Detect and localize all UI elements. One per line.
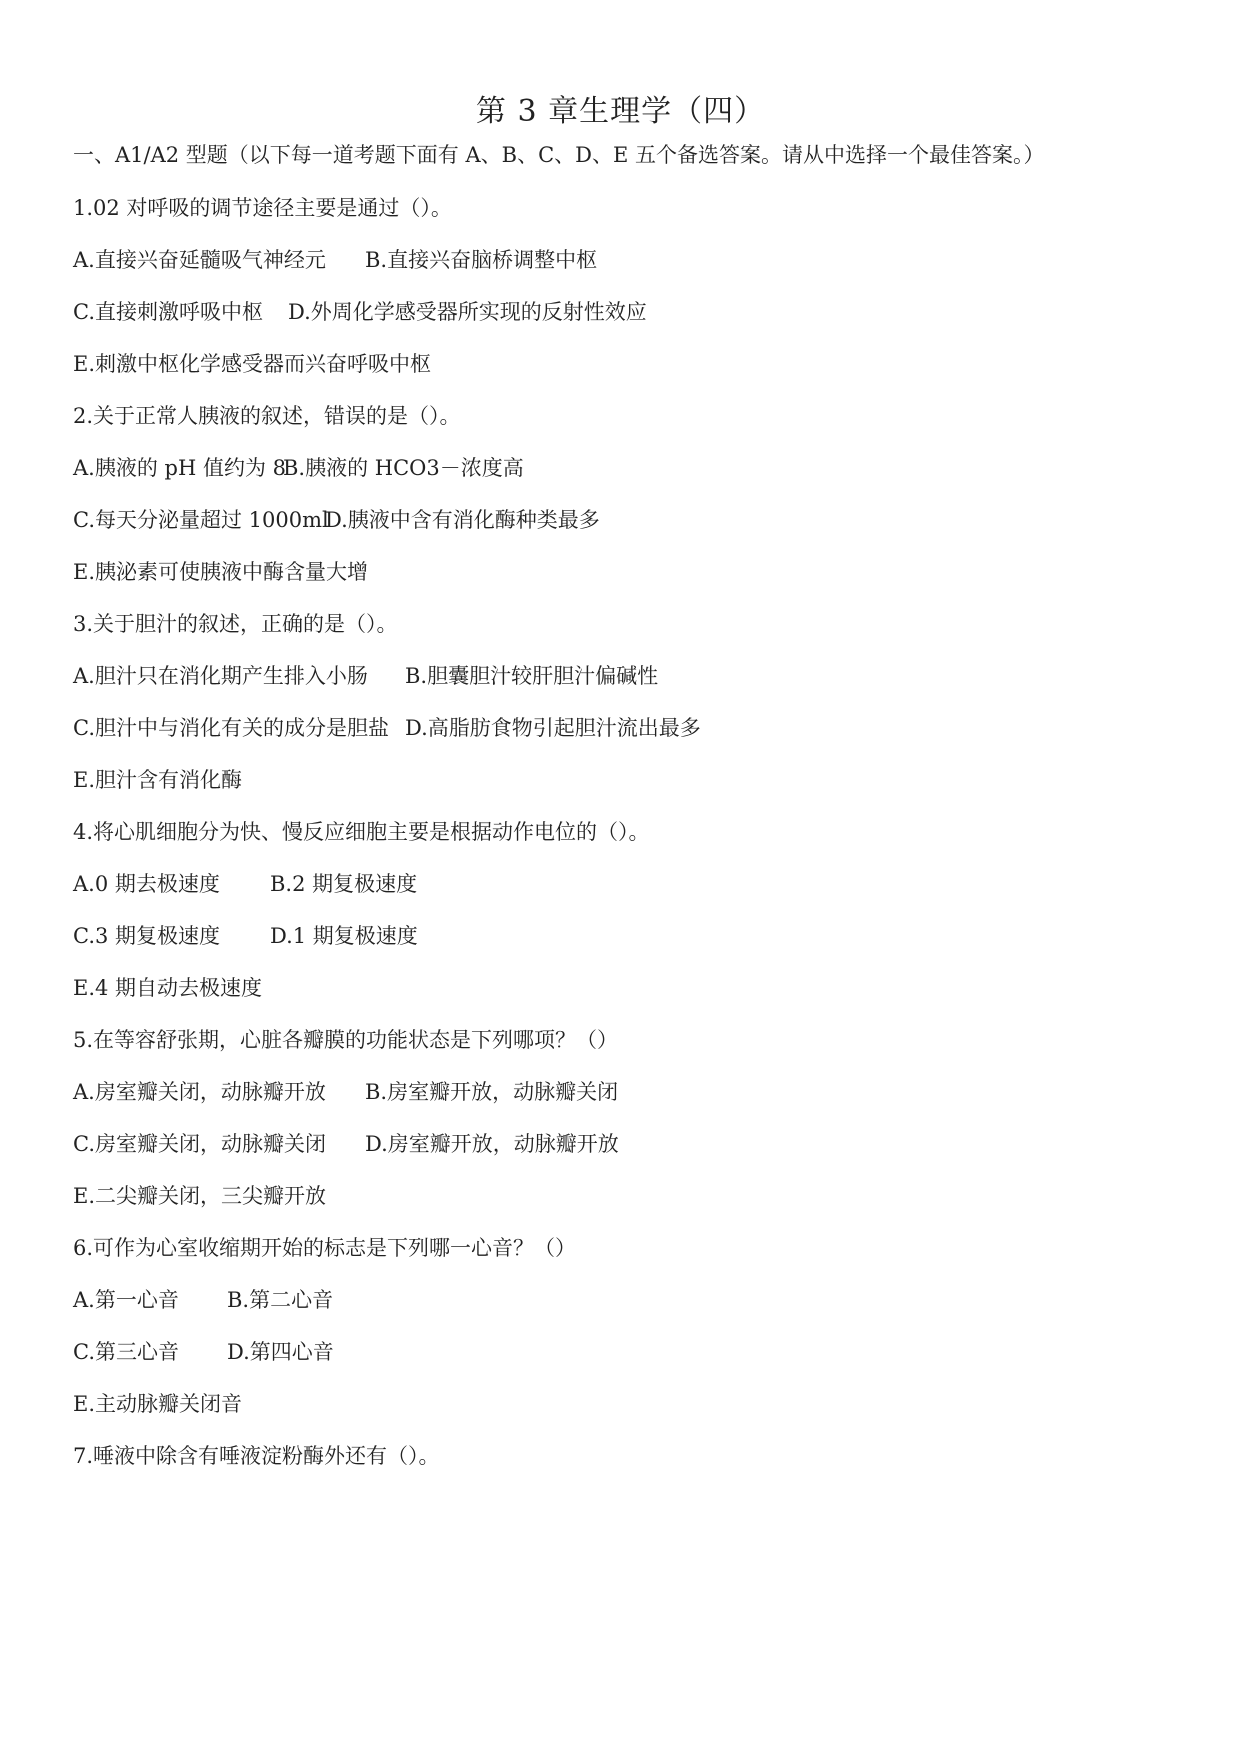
question-3-option-a: A.胆汁只在消化期产生排入小肠 bbox=[73, 664, 368, 688]
question-2-stem: 2.关于正常人胰液的叙述，错误的是（）。 bbox=[73, 404, 461, 428]
question-1-stem: 1.02 对呼吸的调节途径主要是通过（）。 bbox=[73, 196, 452, 220]
question-5-stem: 5.在等容舒张期，心脏各瓣膜的功能状态是下列哪项？（） bbox=[73, 1028, 619, 1052]
question-4-option-a: A.0 期去极速度 bbox=[73, 872, 220, 896]
question-6-options-cd bbox=[73, 1337, 334, 1367]
question-6-options-ab bbox=[73, 1285, 333, 1315]
question-5-option-e: E.二尖瓣关闭，三尖瓣开放 bbox=[73, 1184, 327, 1208]
question-3-option-d: D.高脂肪食物引起胆汁流出最多 bbox=[405, 716, 701, 740]
question-4-option-b: B.2 期复极速度 bbox=[270, 872, 418, 896]
question-1-options-ab bbox=[73, 245, 597, 275]
question-5-option-a: A.房室瓣关闭，动脉瓣开放 bbox=[73, 1080, 326, 1104]
question-5-options-ab bbox=[73, 1077, 618, 1107]
question-2-option-d: D.胰液中含有消化酶种类最多 bbox=[325, 508, 600, 532]
question-1-option-e: E.刺激中枢化学感受器而兴奋呼吸中枢 bbox=[73, 352, 432, 376]
question-1-option-b: B.直接兴奋脑桥调整中枢 bbox=[365, 248, 598, 272]
question-4-option-d: D.1 期复极速度 bbox=[270, 924, 418, 948]
question-2-options-cd bbox=[73, 505, 600, 535]
question-3-options-ab bbox=[73, 661, 658, 691]
question-3-option-e: E.胆汁含有消化酶 bbox=[73, 768, 243, 792]
question-4-stem: 4.将心肌细胞分为快、慢反应细胞主要是根据动作电位的（）。 bbox=[73, 820, 650, 844]
section-header: 一、A1/A2 型题（以下每一道考题下面有 A、B、C、D、E 五个备选答案。请从中选择一个最佳答案。） bbox=[73, 143, 1045, 167]
question-4-options-cd bbox=[73, 921, 418, 951]
question-2-option-a: A.胰液的 pH 值约为 8 bbox=[73, 456, 286, 480]
question-3-options-cd bbox=[73, 713, 701, 743]
question-2-options-ab bbox=[73, 453, 524, 483]
question-1-options-cd bbox=[73, 297, 647, 327]
question-3-option-c: C.胆汁中与消化有关的成分是胆盐 bbox=[73, 716, 389, 740]
question-2-option-b: B.胰液的 HCO3－浓度高 bbox=[283, 456, 524, 480]
question-6-option-b: B.第二心音 bbox=[227, 1288, 334, 1312]
question-1-option-c: C.直接刺激呼吸中枢 bbox=[73, 300, 263, 324]
question-4-option-c: C.3 期复极速度 bbox=[73, 924, 221, 948]
question-3-stem: 3.关于胆汁的叙述，正确的是（）。 bbox=[73, 612, 398, 636]
question-6-option-d: D.第四心音 bbox=[227, 1340, 334, 1364]
question-6-stem: 6.可作为心室收缩期开始的标志是下列哪一心音？（） bbox=[73, 1236, 577, 1260]
question-7-stem: 7.唾液中除含有唾液淀粉酶外还有（）。 bbox=[73, 1444, 440, 1468]
question-5-option-d: D.房室瓣开放，动脉瓣开放 bbox=[365, 1132, 619, 1156]
question-6-option-c: C.第三心音 bbox=[73, 1340, 179, 1364]
question-6-option-a: A.第一心音 bbox=[73, 1288, 179, 1312]
question-2-option-e: E.胰泌素可使胰液中酶含量大增 bbox=[73, 560, 369, 584]
question-5-option-b: B.房室瓣开放，动脉瓣关闭 bbox=[365, 1080, 619, 1104]
question-3-option-b: B.胆囊胆汁较肝胆汁偏碱性 bbox=[405, 664, 659, 688]
question-6-option-e: E.主动脉瓣关闭音 bbox=[73, 1392, 243, 1416]
question-1-option-a: A.直接兴奋延髓吸气神经元 bbox=[73, 248, 326, 272]
question-4-options-ab bbox=[73, 869, 417, 899]
question-4-option-e: E.4 期自动去极速度 bbox=[73, 976, 263, 1000]
page-title: 第 3 章生理学（四） bbox=[475, 94, 766, 129]
question-2-option-c: C.每天分泌量超过 1000ml bbox=[73, 508, 329, 532]
question-1-option-d: D.外周化学感受器所实现的反射性效应 bbox=[288, 300, 647, 324]
question-5-option-c: C.房室瓣关闭，动脉瓣关闭 bbox=[73, 1132, 326, 1156]
question-5-options-cd bbox=[73, 1129, 619, 1159]
